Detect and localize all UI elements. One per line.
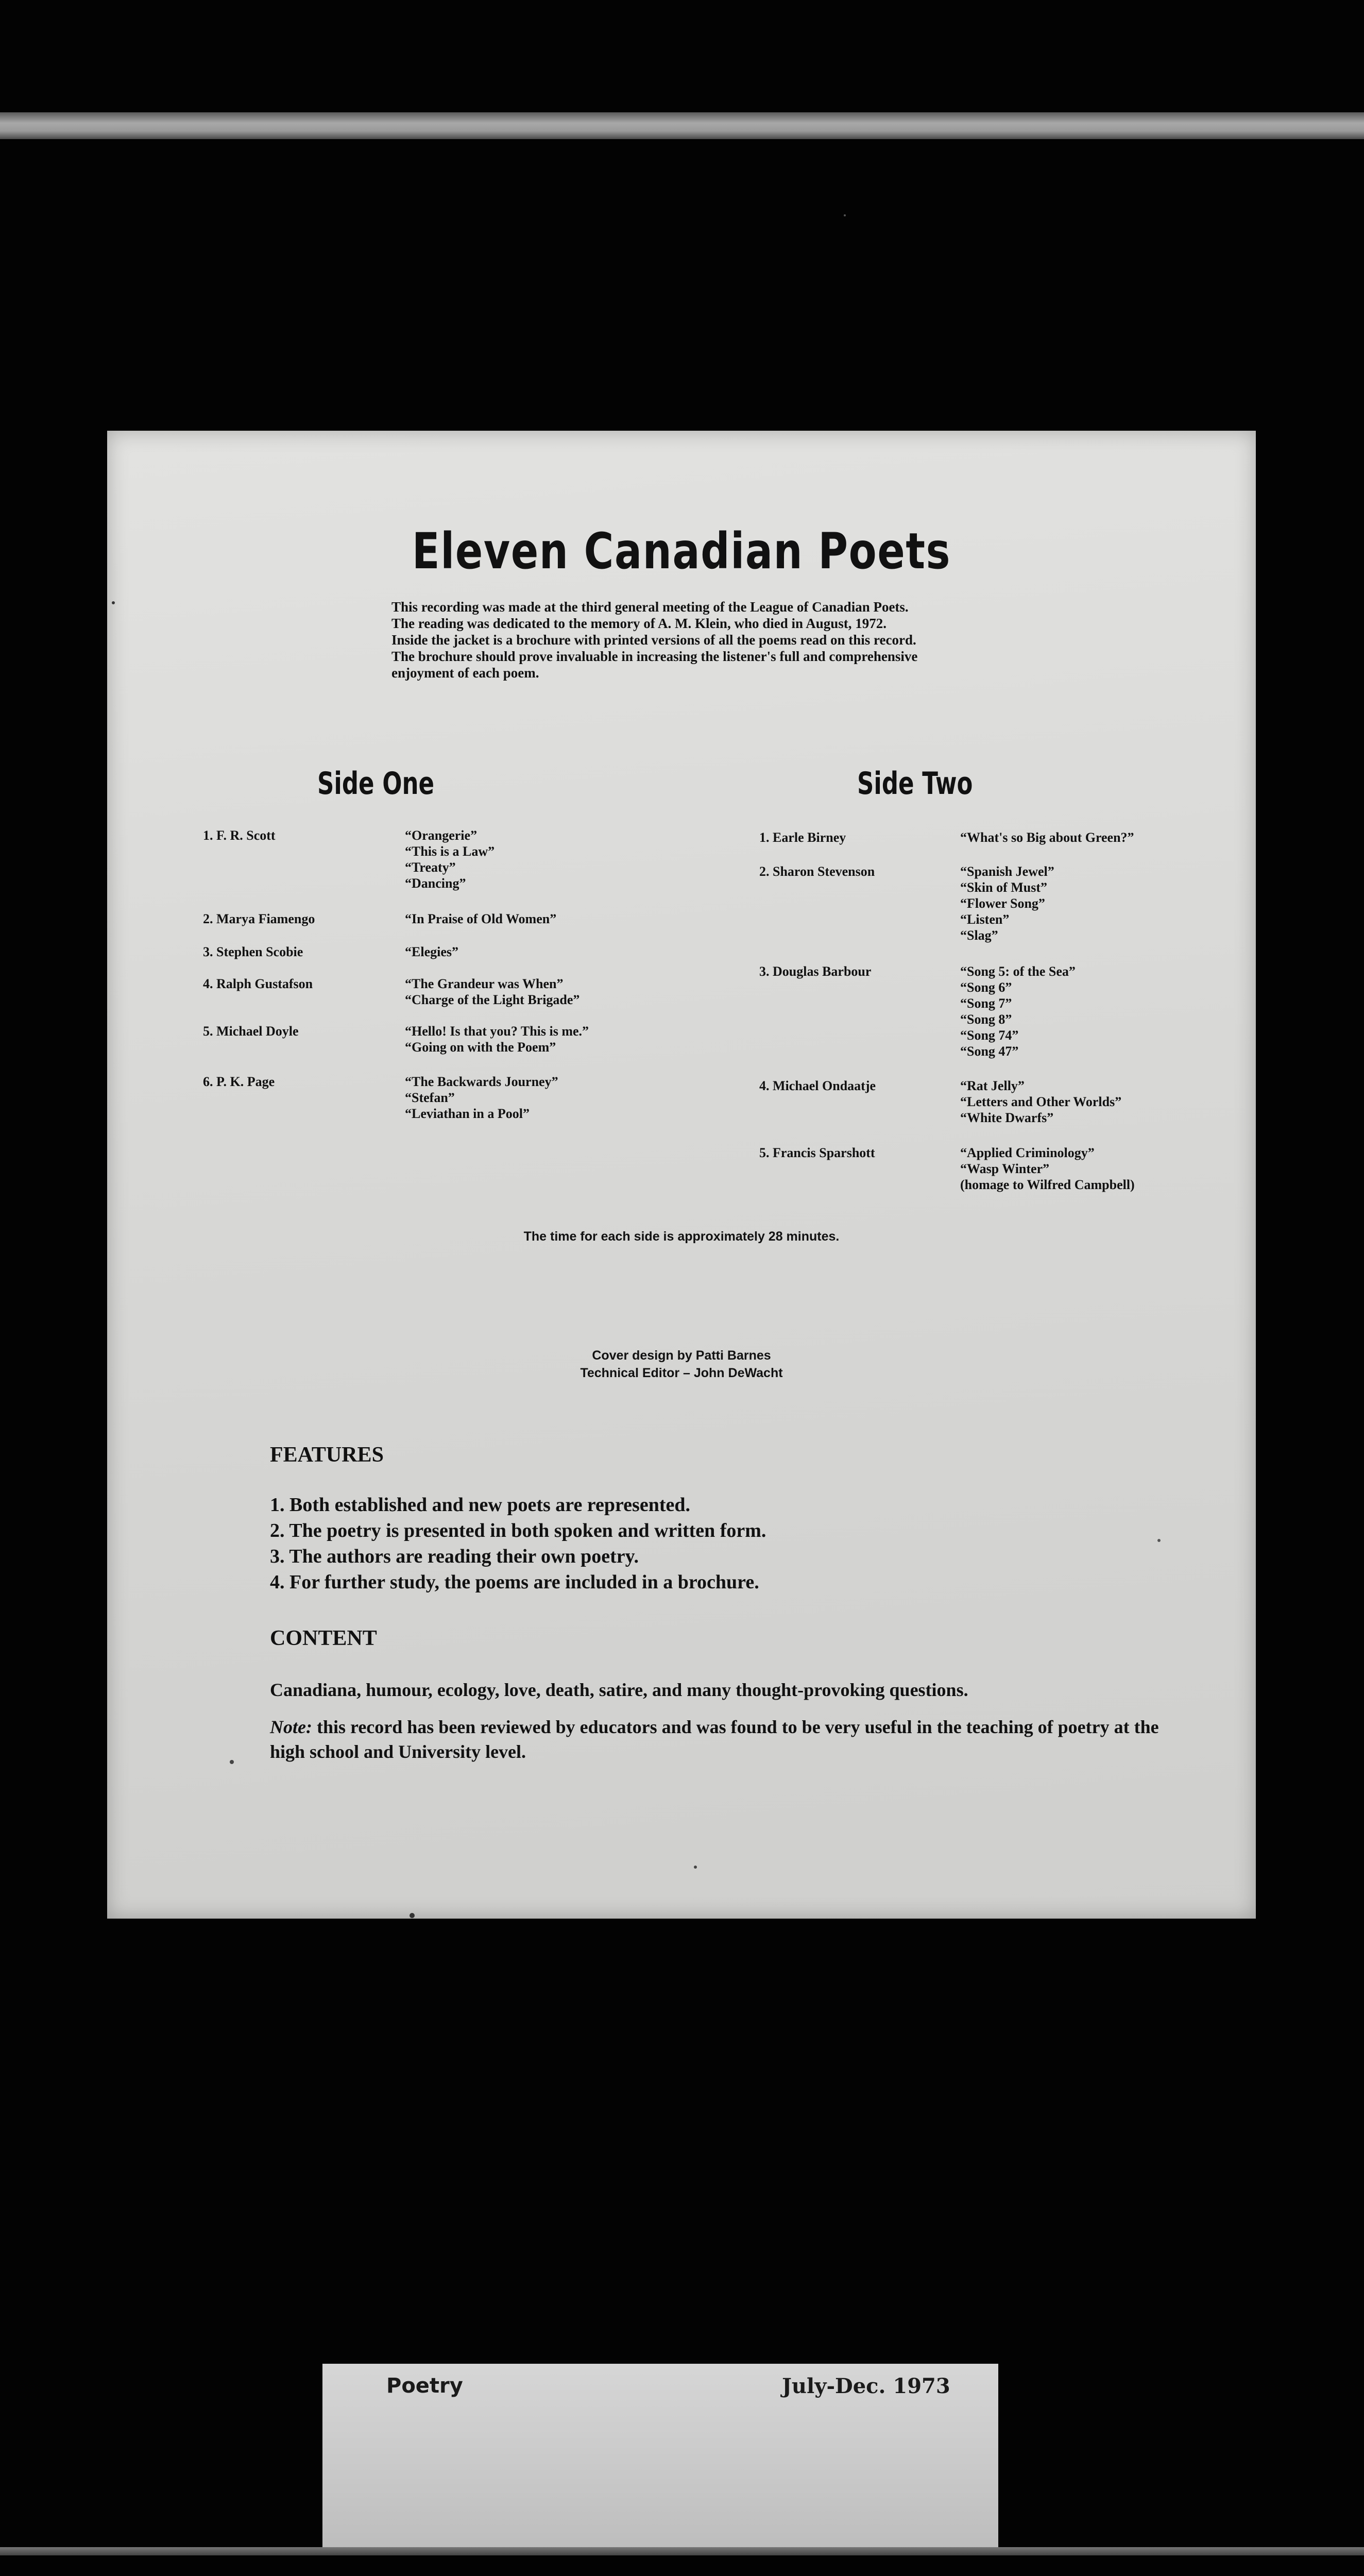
- poem-title: “Slag”: [960, 928, 998, 943]
- content-heading: CONTENT: [270, 1626, 377, 1650]
- poem-list: [405, 976, 579, 1008]
- record-jacket-page: [107, 431, 1256, 1919]
- feature-item: 3. The authors are reading their own poetry.: [270, 1546, 639, 1567]
- poem-list: [405, 944, 458, 960]
- index-card: [322, 2364, 998, 2549]
- poet-name: 4. Michael Ondaatje: [759, 1078, 876, 1093]
- poem-list: [960, 963, 1076, 1059]
- poem-title: “Listen”: [960, 912, 1010, 927]
- side-one-heading: Side One: [317, 766, 435, 802]
- poem-list: [405, 1023, 589, 1055]
- credits: [107, 1347, 1256, 1382]
- poem-title: “Song 74”: [960, 1028, 1019, 1043]
- poem-title: “Stefan”: [405, 1090, 455, 1105]
- page-title: Eleven Canadian Poets: [412, 522, 951, 580]
- poem-list: [960, 863, 1054, 943]
- intro-line: The brochure should prove invaluable in increasing the listener's full and comprehensive: [391, 649, 918, 664]
- poem-title: “Dancing”: [405, 876, 466, 891]
- features-list: [270, 1492, 766, 1595]
- poem-title: “Treaty”: [405, 860, 456, 875]
- poem-title: “Leviathan in a Pool”: [405, 1106, 530, 1121]
- poem-title: “Applied Criminology”: [960, 1145, 1095, 1160]
- intro-line: This recording was made at the third general meeting of the League of Canadian Poets.: [391, 599, 909, 615]
- card-subject: Poetry: [386, 2374, 463, 2398]
- poem-title: “The Backwards Journey”: [405, 1074, 558, 1089]
- features-heading: FEATURES: [270, 1443, 384, 1467]
- poem-title: “This is a Law”: [405, 844, 495, 859]
- poem-list: [405, 1074, 558, 1122]
- intro-line: Inside the jacket is a brochure with printed versions of all the poems read on this record.: [391, 632, 916, 648]
- intro-paragraph: [391, 599, 999, 681]
- poem-title: “Hello! Is that you? This is me.”: [405, 1024, 589, 1039]
- poet-name: 3. Douglas Barbour: [759, 964, 872, 979]
- poem-title: “What's so Big about Green?”: [960, 830, 1134, 845]
- feature-item: 1. Both established and new poets are represented.: [270, 1494, 690, 1516]
- poem-title: “Spanish Jewel”: [960, 864, 1054, 879]
- credit-line: Cover design by Patti Barnes: [592, 1348, 771, 1363]
- feature-item: 4. For further study, the poems are included in a brochure.: [270, 1571, 759, 1593]
- film-edge-strip: [0, 112, 1364, 139]
- credit-line: Technical Editor – John DeWacht: [580, 1366, 783, 1380]
- intro-line: The reading was dedicated to the memory of A. M. Klein, who died in August, 1972.: [391, 616, 887, 631]
- poet-name: 6. P. K. Page: [203, 1074, 275, 1089]
- intro-line: enjoyment of each poem.: [391, 665, 539, 681]
- poet-name: 5. Francis Sparshott: [759, 1145, 875, 1160]
- poet-name: 5. Michael Doyle: [203, 1024, 299, 1039]
- poem-title: “White Dwarfs”: [960, 1110, 1054, 1125]
- card-date: July-Dec. 1973: [782, 2374, 950, 2398]
- content-text: Canadiana, humour, ecology, love, death, satire, and many thought-provoking questions.: [270, 1680, 968, 1700]
- note-paragraph: [270, 1715, 1187, 1764]
- poem-title: “Song 8”: [960, 1012, 1012, 1027]
- poem-title: “Song 6”: [960, 980, 1012, 995]
- feature-item: 2. The poetry is presented in both spoken and written form.: [270, 1520, 766, 1541]
- poet-name: 2. Marya Fiamengo: [203, 911, 315, 926]
- poem-list: [405, 827, 495, 891]
- poem-title: “Wasp Winter”: [960, 1161, 1050, 1176]
- poet-name: 3. Stephen Scobie: [203, 944, 303, 959]
- poem-list: [960, 1078, 1121, 1126]
- film-edge-strip-bottom: [0, 2547, 1364, 2555]
- poem-title: “Charge of the Light Brigade”: [405, 992, 580, 1007]
- poet-name: 1. Earle Birney: [759, 830, 846, 845]
- note-label: Note:: [270, 1717, 312, 1737]
- poem-title: “Skin of Must”: [960, 880, 1048, 895]
- poet-name: 4. Ralph Gustafson: [203, 976, 313, 991]
- poem-title: “Rat Jelly”: [960, 1078, 1025, 1093]
- duration-note: The time for each side is approximately 28 minutes.: [523, 1229, 840, 1244]
- poem-list: [405, 911, 556, 927]
- poem-title: (homage to Wilfred Campbell): [960, 1177, 1135, 1192]
- poem-title: “Song 5: of the Sea”: [960, 964, 1076, 979]
- poem-title: “Flower Song”: [960, 896, 1045, 911]
- poem-list: [960, 829, 1134, 845]
- poem-title: “Orangerie”: [405, 828, 478, 843]
- poem-title: “Going on with the Poem”: [405, 1040, 556, 1055]
- poem-title: “Song 47”: [960, 1044, 1019, 1059]
- poem-title: “The Grandeur was When”: [405, 976, 564, 991]
- poet-name: 2. Sharon Stevenson: [759, 864, 875, 879]
- poem-title: “Letters and Other Worlds”: [960, 1094, 1122, 1109]
- poem-list: [960, 1145, 1135, 1193]
- poem-title: “Song 7”: [960, 996, 1012, 1011]
- poem-title: “Elegies”: [405, 944, 458, 959]
- side-two-heading: Side Two: [857, 766, 973, 802]
- poet-name: 1. F. R. Scott: [203, 828, 276, 843]
- note-text: this record has been reviewed by educators and was found to be very useful in the teaching of poetry at the high school and University level.: [270, 1717, 1159, 1762]
- poem-title: “In Praise of Old Women”: [405, 911, 557, 926]
